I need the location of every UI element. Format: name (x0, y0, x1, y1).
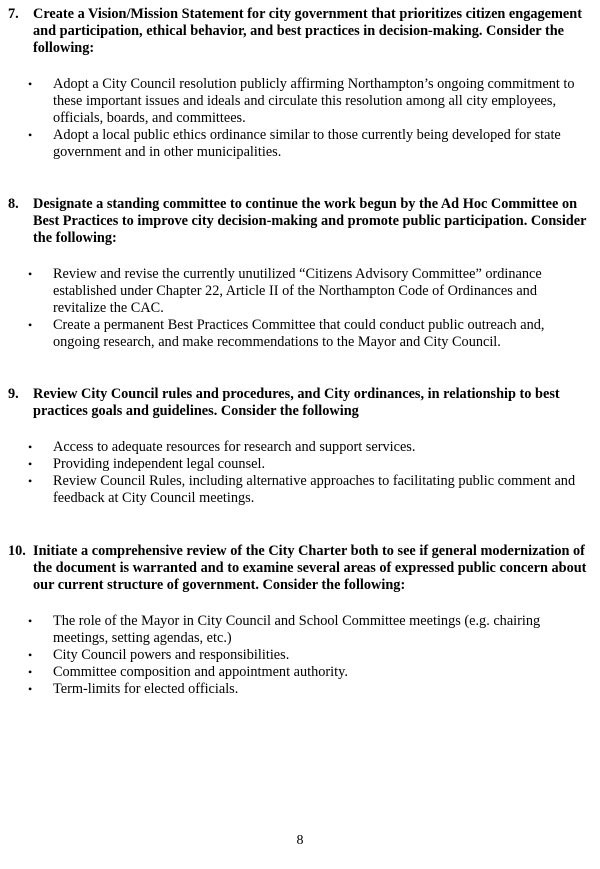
bullet-icon: • (28, 614, 33, 628)
list-item-text: Review and revise the currently unutilized “Citizens Advisory Committee” ordinance established under Chapter 22, Article II of the Northampton Code of Ordinances and revitalize the CAC. (53, 266, 542, 316)
list-item (8, 317, 593, 351)
recommendation-heading (8, 386, 593, 420)
bullet-list (8, 76, 593, 161)
page-number: 8 (296, 833, 304, 848)
recommendation-heading-text: Designate a standing committee to continue the work begun by the Ad Hoc Committee on Best Practices to improve city decision-making and promote public participation. Consider the following: (33, 196, 587, 246)
list-item (8, 127, 593, 161)
list-item-text: Create a permanent Best Practices Committee that could conduct public outreach and, ongoing research, and make recommendations to the Mayor and City Council. (53, 317, 545, 350)
bullet-icon: • (28, 474, 33, 488)
bullet-icon: • (28, 648, 33, 662)
list-item-text: Committee composition and appointment authority. (53, 664, 348, 680)
recommendation-7 (8, 6, 593, 161)
list-item-text: Providing independent legal counsel. (53, 456, 266, 472)
recommendation-heading (8, 543, 593, 594)
bullet-icon: • (28, 682, 33, 696)
list-item-text: City Council powers and responsibilities. (53, 647, 290, 663)
list-item (8, 664, 593, 681)
list-item-text: Term-limits for elected officials. (53, 681, 239, 697)
list-item-text: Review Council Rules, including alternative approaches to facilitating public comment and feedback at City Council meetings. (53, 473, 576, 506)
bullet-icon: • (28, 128, 33, 142)
list-item (8, 613, 593, 647)
bullet-icon: • (28, 267, 33, 281)
list-item-text: Adopt a City Council resolution publicly affirming Northampton’s ongoing commitment to these important issues and ideals and circulate this resolution among all city employees, officials, boards, and committees. (53, 76, 575, 126)
recommendation-heading-text: Create a Vision/Mission Statement for city government that prioritizes citizen engagement and participation, ethical behavior, and best practices in decision-making. Consider the following: (33, 6, 582, 56)
bullet-list (8, 439, 593, 507)
recommendation-number: 9. (8, 386, 19, 402)
list-item-text: Adopt a local public ethics ordinance similar to those currently being developed for state government and in other municipalities. (53, 127, 561, 160)
list-item (8, 456, 593, 473)
list-item (8, 76, 593, 127)
list-item-text: Access to adequate resources for research and support services. (53, 439, 416, 455)
bullet-icon: • (28, 665, 33, 679)
list-item (8, 473, 593, 507)
list-item-text: The role of the Mayor in City Council and School Committee meetings (e.g. chairing meetings, setting agendas, etc.) (53, 613, 541, 646)
list-item (8, 647, 593, 664)
recommendation-number: 7. (8, 6, 19, 22)
recommendation-heading-text: Initiate a comprehensive review of the City Charter both to see if general modernization of the document is warranted and to examine several areas of expressed public concern about our current structure of government. Consider the following: (33, 543, 587, 593)
bullet-icon: • (28, 457, 33, 471)
recommendation-8 (8, 196, 593, 351)
recommendation-number: 10. (8, 543, 26, 559)
recommendation-9 (8, 386, 593, 507)
list-item (8, 681, 593, 698)
bullet-icon: • (28, 77, 33, 91)
recommendation-heading (8, 196, 593, 247)
recommendation-10 (8, 543, 593, 698)
recommendation-number: 8. (8, 196, 19, 212)
bullet-list (8, 613, 593, 698)
list-item (8, 439, 593, 456)
bullet-icon: • (28, 318, 33, 332)
recommendation-heading (8, 6, 593, 57)
list-item (8, 266, 593, 317)
recommendation-heading-text: Review City Council rules and procedures, and City ordinances, in relationship to best practices goals and guidelines. Consider the following (33, 386, 560, 419)
bullet-list (8, 266, 593, 351)
bullet-icon: • (28, 440, 33, 454)
